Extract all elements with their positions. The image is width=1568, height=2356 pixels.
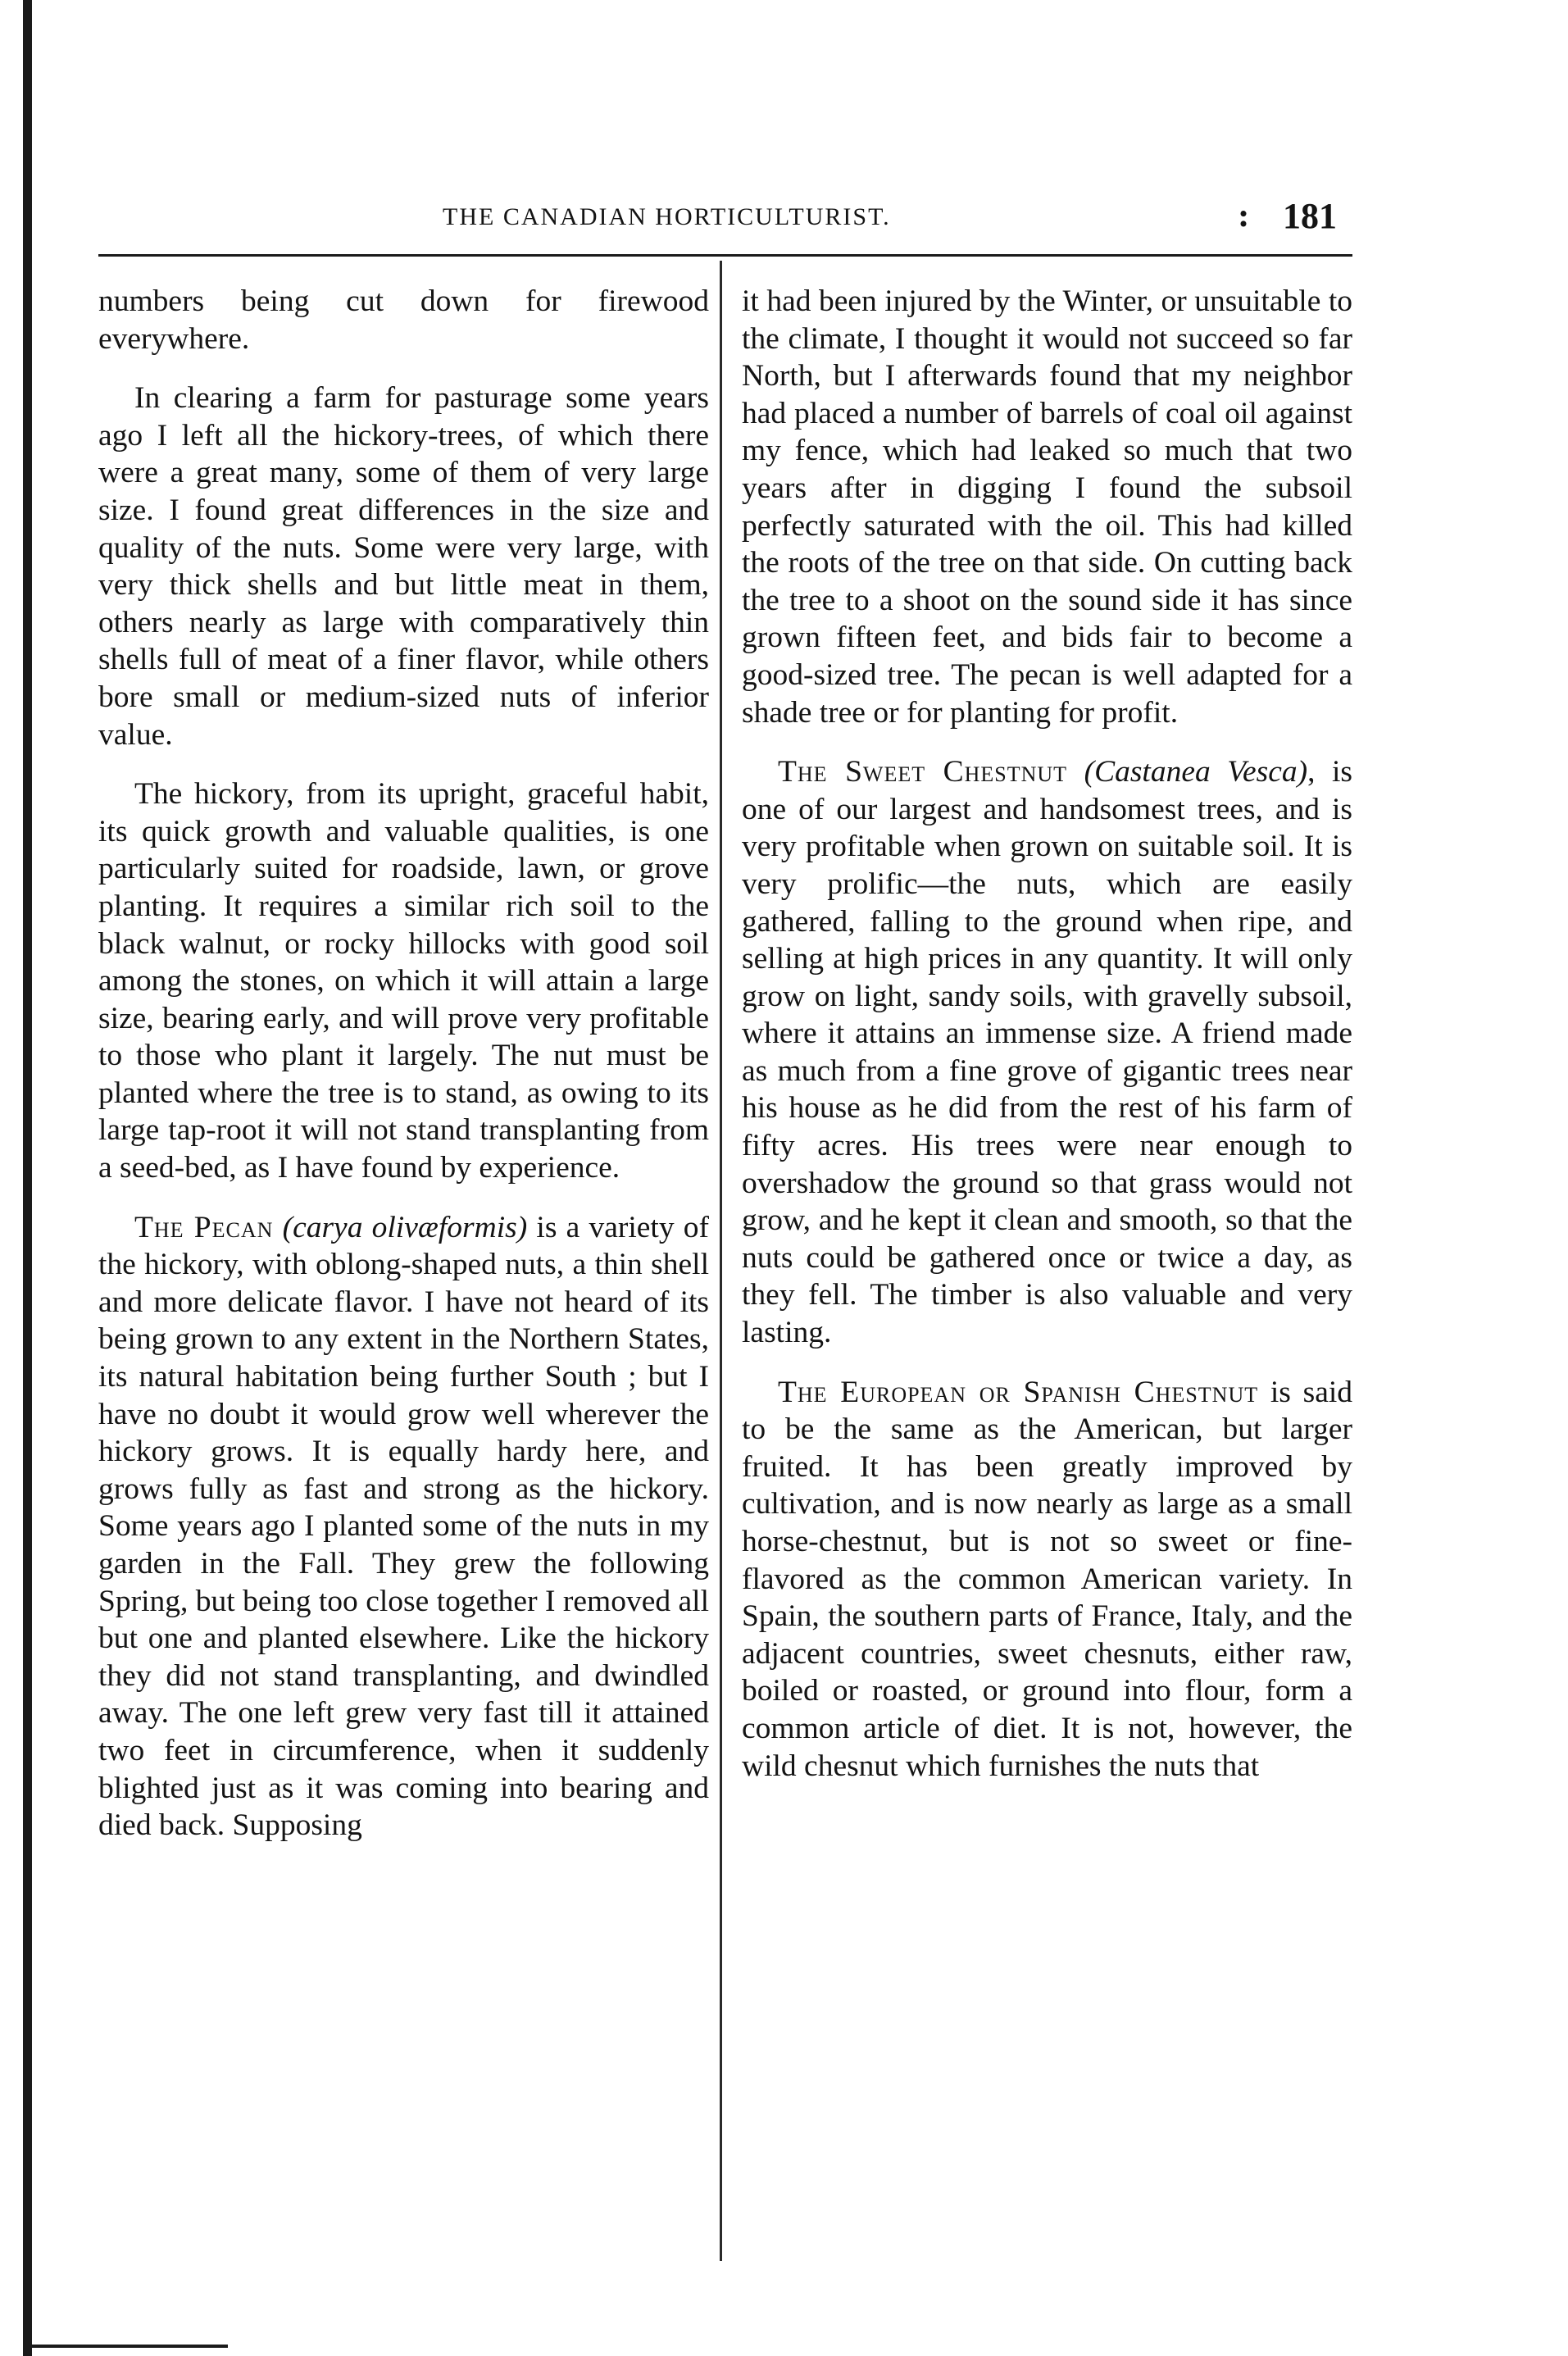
page-mark: : bbox=[1238, 197, 1250, 234]
sweet-chestnut-latin-name: (Castanea Vesca) bbox=[1084, 755, 1308, 789]
pecan-latin-name: (carya olivæformis) bbox=[282, 1210, 528, 1244]
paragraph-coal-oil: it had been injured by the Winter, or unsuitable to the climate, I thought it would not succeed so far North, but I afterwards found that my neighbor had placed a number of barrels of coal oil against my fence, which had leaked so much that two years after in digging I found the subsoil perfectly saturated with the oil. This had killed the roots of the tree on that side. On cutting back the tree to a shoot on the sound side it has since grown fifteen feet, and bids fair to become a good-sized tree. The pecan is well adapted for a shade tree or for planting for profit. bbox=[742, 284, 1352, 730]
header-rule bbox=[98, 254, 1352, 257]
right-column bbox=[742, 283, 1352, 1807]
journal-title: THE CANADIAN HORTICULTURIST. bbox=[443, 203, 891, 230]
european-chestnut-body: is said to be the same as the American, but larger fruited. It has been greatly improved by cultivation, and is now nearly as large as a small horse-chestnut, but is not so sweet or fine-flavored as the common American variety. In Spain, the southern parts of France, Italy, and the adjacent countries, sweet chesnuts, either raw, boiled or roasted, or ground into flour, form a common article of diet. It is not, however, the wild chesnut which furnishes the nuts that bbox=[742, 1375, 1353, 1783]
sweet-chestnut-heading: The Sweet Chestnut bbox=[778, 755, 1068, 789]
paragraph-sweet-chestnut bbox=[742, 753, 1352, 1352]
running-head bbox=[98, 195, 1352, 244]
paragraph-clearing-farm: In clearing a farm for pasturage some years ago I left all the hickory-trees, of which there were a great many, some of them of very large size. I found great differences in the size and quality of the nuts. Some were very large, with very thick shells and but little meat in them, others nearly as large with comparatively thin shells full of meat of a finer flavor, while others bore small or medium-sized nuts of inferior value. bbox=[98, 381, 709, 752]
pecan-body: is a variety of the hickory, with oblong-shaped nuts, a thin shell and more delicate flavor. I have not heard of its being grown to any extent in the Northern States, its natural habitation being further South ; but I have no doubt it would grow well wherever the hickory grows. It is equally hardy here, and grows fully as fast and strong as the hickory. Some years ago I planted some of the nuts in my garden in the Fall. They grew the following Spring, but being too close together I removed all but one and planted elsewhere. Like the hickory they did not stand transplanting, and dwindled away. The one left grew very fast till it attained two feet in circumference, when it suddenly blighted just as it was coming into bearing and died back. Supposing bbox=[98, 1210, 709, 1843]
paragraph-european-chestnut bbox=[742, 1374, 1352, 1785]
binding-edge-foot bbox=[23, 2345, 228, 2348]
european-chestnut-heading: The European or Spanish Chestnut bbox=[778, 1375, 1259, 1409]
pecan-heading: The Pecan bbox=[134, 1210, 274, 1244]
paragraph-hickory-habit: The hickory, from its upright, graceful habit, its quick growth and valuable qualities, is one particularly suited for roadside, lawn, or grove planting. It requires a similar rich soil to the black walnut, or rocky hillocks with good soil among the stones, on which it will attain a large size, bearing early, and will prove very profitable to those who plant it largely. The nut must be planted where the tree is to stand, as owing to its large tap-root it will not stand transplanting from a seed-bed, as I have found by experience. bbox=[98, 777, 709, 1185]
column-divider bbox=[720, 261, 722, 2261]
paragraph-pecan bbox=[98, 1209, 709, 1844]
paragraph-firewood: numbers being cut down for firewood everywhere. bbox=[98, 284, 709, 356]
binding-edge-rule bbox=[23, 0, 32, 2356]
sweet-chestnut-body: , is one of our largest and handsomest trees, and is very profitable when grown on suitable soil. It is very prolific—the nuts, which are easily gathered, falling to the ground when ripe, and selling at high prices in any quantity. It will only grow on light, sandy soils, with gravelly subsoil, where it attains an immense size. A friend made as much from a fine grove of gigantic trees near his house as he did from the rest of his farm of fifty acres. His trees were near enough to overshadow the ground so that grass would not grow, and he kept it clean and smooth, so that the nuts could be gathered once or twice a day, as they fell. The timber is also valuable and very lasting. bbox=[742, 755, 1352, 1350]
left-column bbox=[98, 283, 709, 1867]
page-number: 181 bbox=[1283, 196, 1337, 236]
